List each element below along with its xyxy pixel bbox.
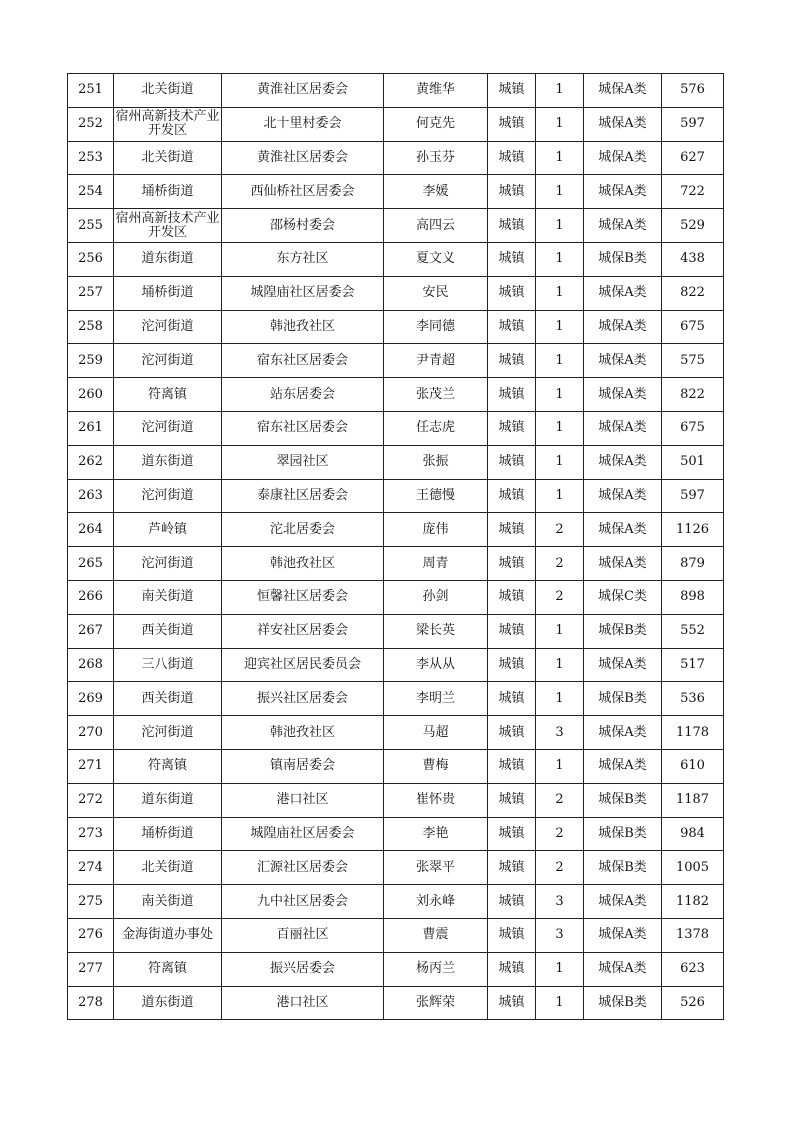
table-row	[68, 107, 724, 141]
subsidy-category-cell: 城保A类	[584, 547, 662, 581]
community-committee-cell: 韩池孜社区	[222, 547, 384, 581]
table-row	[68, 783, 724, 817]
community-committee-cell: 宿东社区居委会	[222, 344, 384, 378]
monthly-amount-cell: 597	[662, 107, 724, 141]
person-name-cell: 尹青超	[384, 344, 488, 378]
monthly-amount-cell: 1187	[662, 783, 724, 817]
household-count-cell: 2	[536, 580, 584, 614]
table-row	[68, 74, 724, 108]
monthly-amount-cell: 526	[662, 986, 724, 1020]
row-number-cell: 264	[68, 513, 114, 547]
row-number-cell: 275	[68, 885, 114, 919]
row-number-cell: 277	[68, 952, 114, 986]
monthly-amount-cell: 675	[662, 310, 724, 344]
residence-type-cell: 城镇	[488, 276, 536, 310]
subsidy-category-cell: 城保A类	[584, 141, 662, 175]
row-number-cell: 257	[68, 276, 114, 310]
table-row	[68, 851, 724, 885]
community-committee-cell: 北十里村委会	[222, 107, 384, 141]
community-committee-cell: 九中社区居委会	[222, 885, 384, 919]
monthly-amount-cell: 1005	[662, 851, 724, 885]
monthly-amount-cell: 879	[662, 547, 724, 581]
street-or-town-cell: 埇桥街道	[114, 817, 222, 851]
subsidy-category-cell: 城保B类	[584, 614, 662, 648]
street-or-town-cell: 沱河街道	[114, 479, 222, 513]
residence-type-cell: 城镇	[488, 783, 536, 817]
table-row	[68, 614, 724, 648]
subsidy-category-cell: 城保B类	[584, 242, 662, 276]
street-or-town-cell: 宿州高新技术产业开发区	[114, 209, 222, 243]
household-count-cell: 1	[536, 986, 584, 1020]
community-committee-cell: 沱北居委会	[222, 513, 384, 547]
monthly-amount-cell: 576	[662, 74, 724, 108]
subsidy-category-cell: 城保A类	[584, 749, 662, 783]
street-or-town-cell: 西关街道	[114, 614, 222, 648]
table-row	[68, 276, 724, 310]
table-row	[68, 378, 724, 412]
subsidy-category-cell: 城保A类	[584, 276, 662, 310]
person-name-cell: 张辉荣	[384, 986, 488, 1020]
row-number-cell: 270	[68, 716, 114, 750]
subsidy-category-cell: 城保A类	[584, 209, 662, 243]
residence-type-cell: 城镇	[488, 749, 536, 783]
row-number-cell: 265	[68, 547, 114, 581]
monthly-amount-cell: 575	[662, 344, 724, 378]
residence-type-cell: 城镇	[488, 107, 536, 141]
table-row	[68, 310, 724, 344]
street-or-town-cell: 北关街道	[114, 141, 222, 175]
person-name-cell: 孙剑	[384, 580, 488, 614]
residence-type-cell: 城镇	[488, 513, 536, 547]
household-count-cell: 1	[536, 682, 584, 716]
community-committee-cell: 韩池孜社区	[222, 310, 384, 344]
beneficiary-table	[67, 73, 724, 1020]
person-name-cell: 孙玉芬	[384, 141, 488, 175]
monthly-amount-cell: 627	[662, 141, 724, 175]
community-committee-cell: 振兴居委会	[222, 952, 384, 986]
household-count-cell: 2	[536, 817, 584, 851]
subsidy-category-cell: 城保C类	[584, 580, 662, 614]
monthly-amount-cell: 898	[662, 580, 724, 614]
household-count-cell: 1	[536, 411, 584, 445]
row-number-cell: 269	[68, 682, 114, 716]
community-committee-cell: 站东居委会	[222, 378, 384, 412]
residence-type-cell: 城镇	[488, 547, 536, 581]
residence-type-cell: 城镇	[488, 74, 536, 108]
household-count-cell: 2	[536, 851, 584, 885]
person-name-cell: 任志虎	[384, 411, 488, 445]
table-row	[68, 648, 724, 682]
community-committee-cell: 韩池孜社区	[222, 716, 384, 750]
monthly-amount-cell: 822	[662, 276, 724, 310]
residence-type-cell: 城镇	[488, 310, 536, 344]
street-or-town-cell: 道东街道	[114, 783, 222, 817]
monthly-amount-cell: 1126	[662, 513, 724, 547]
monthly-amount-cell: 552	[662, 614, 724, 648]
monthly-amount-cell: 438	[662, 242, 724, 276]
residence-type-cell: 城镇	[488, 851, 536, 885]
monthly-amount-cell: 610	[662, 749, 724, 783]
person-name-cell: 庞伟	[384, 513, 488, 547]
table-row	[68, 411, 724, 445]
row-number-cell: 276	[68, 918, 114, 952]
table-row	[68, 445, 724, 479]
subsidy-category-cell: 城保A类	[584, 344, 662, 378]
monthly-amount-cell: 597	[662, 479, 724, 513]
community-committee-cell: 城隍庙社区居委会	[222, 817, 384, 851]
person-name-cell: 夏文义	[384, 242, 488, 276]
person-name-cell: 曹震	[384, 918, 488, 952]
subsidy-category-cell: 城保A类	[584, 479, 662, 513]
residence-type-cell: 城镇	[488, 648, 536, 682]
street-or-town-cell: 道东街道	[114, 242, 222, 276]
row-number-cell: 261	[68, 411, 114, 445]
household-count-cell: 1	[536, 276, 584, 310]
residence-type-cell: 城镇	[488, 175, 536, 209]
table-row	[68, 682, 724, 716]
subsidy-category-cell: 城保A类	[584, 411, 662, 445]
street-or-town-cell: 符离镇	[114, 749, 222, 783]
community-committee-cell: 港口社区	[222, 783, 384, 817]
residence-type-cell: 城镇	[488, 918, 536, 952]
street-or-town-cell: 符离镇	[114, 952, 222, 986]
residence-type-cell: 城镇	[488, 682, 536, 716]
household-count-cell: 1	[536, 310, 584, 344]
monthly-amount-cell: 517	[662, 648, 724, 682]
household-count-cell: 2	[536, 513, 584, 547]
row-number-cell: 273	[68, 817, 114, 851]
subsidy-category-cell: 城保B类	[584, 851, 662, 885]
table-row	[68, 242, 724, 276]
subsidy-category-cell: 城保A类	[584, 918, 662, 952]
person-name-cell: 李从从	[384, 648, 488, 682]
community-committee-cell: 祥安社区居委会	[222, 614, 384, 648]
residence-type-cell: 城镇	[488, 817, 536, 851]
person-name-cell: 李艳	[384, 817, 488, 851]
row-number-cell: 267	[68, 614, 114, 648]
subsidy-category-cell: 城保A类	[584, 378, 662, 412]
street-or-town-cell: 西关街道	[114, 682, 222, 716]
community-committee-cell: 黄淮社区居委会	[222, 141, 384, 175]
street-or-town-cell: 南关街道	[114, 580, 222, 614]
person-name-cell: 曹梅	[384, 749, 488, 783]
household-count-cell: 3	[536, 716, 584, 750]
residence-type-cell: 城镇	[488, 580, 536, 614]
street-or-town-cell: 道东街道	[114, 445, 222, 479]
person-name-cell: 李同德	[384, 310, 488, 344]
street-or-town-cell: 沱河街道	[114, 411, 222, 445]
community-committee-cell: 汇源社区居委会	[222, 851, 384, 885]
person-name-cell: 刘永峰	[384, 885, 488, 919]
residence-type-cell: 城镇	[488, 716, 536, 750]
street-or-town-cell: 宿州高新技术产业开发区	[114, 107, 222, 141]
person-name-cell: 张茂兰	[384, 378, 488, 412]
table-row	[68, 885, 724, 919]
table-row	[68, 513, 724, 547]
monthly-amount-cell: 1378	[662, 918, 724, 952]
street-or-town-cell: 沱河街道	[114, 310, 222, 344]
person-name-cell: 何克先	[384, 107, 488, 141]
person-name-cell: 王德慢	[384, 479, 488, 513]
household-count-cell: 1	[536, 479, 584, 513]
community-committee-cell: 黄淮社区居委会	[222, 74, 384, 108]
table-row	[68, 209, 724, 243]
household-count-cell: 2	[536, 547, 584, 581]
household-count-cell: 1	[536, 175, 584, 209]
table-row	[68, 749, 724, 783]
household-count-cell: 1	[536, 378, 584, 412]
household-count-cell: 1	[536, 749, 584, 783]
community-committee-cell: 泰康社区居委会	[222, 479, 384, 513]
street-or-town-cell: 埇桥街道	[114, 276, 222, 310]
table-row	[68, 716, 724, 750]
table-row	[68, 952, 724, 986]
street-or-town-cell: 芦岭镇	[114, 513, 222, 547]
table-row	[68, 986, 724, 1020]
monthly-amount-cell: 529	[662, 209, 724, 243]
subsidy-category-cell: 城保A类	[584, 885, 662, 919]
street-or-town-cell: 三八街道	[114, 648, 222, 682]
household-count-cell: 1	[536, 614, 584, 648]
household-count-cell: 1	[536, 242, 584, 276]
monthly-amount-cell: 536	[662, 682, 724, 716]
community-committee-cell: 宿东社区居委会	[222, 411, 384, 445]
residence-type-cell: 城镇	[488, 141, 536, 175]
row-number-cell: 256	[68, 242, 114, 276]
row-number-cell: 274	[68, 851, 114, 885]
household-count-cell: 1	[536, 344, 584, 378]
street-or-town-cell: 沱河街道	[114, 716, 222, 750]
household-count-cell: 1	[536, 107, 584, 141]
monthly-amount-cell: 1178	[662, 716, 724, 750]
subsidy-category-cell: 城保A类	[584, 107, 662, 141]
household-count-cell: 1	[536, 952, 584, 986]
person-name-cell: 杨丙兰	[384, 952, 488, 986]
monthly-amount-cell: 984	[662, 817, 724, 851]
person-name-cell: 张翠平	[384, 851, 488, 885]
residence-type-cell: 城镇	[488, 378, 536, 412]
person-name-cell: 梁长英	[384, 614, 488, 648]
street-or-town-cell: 北关街道	[114, 74, 222, 108]
person-name-cell: 李明兰	[384, 682, 488, 716]
row-number-cell: 254	[68, 175, 114, 209]
community-committee-cell: 迎宾社区居民委员会	[222, 648, 384, 682]
street-or-town-cell: 北关街道	[114, 851, 222, 885]
street-or-town-cell: 南关街道	[114, 885, 222, 919]
person-name-cell: 黄维华	[384, 74, 488, 108]
residence-type-cell: 城镇	[488, 614, 536, 648]
subsidy-category-cell: 城保A类	[584, 513, 662, 547]
person-name-cell: 安民	[384, 276, 488, 310]
household-count-cell: 3	[536, 918, 584, 952]
subsidy-category-cell: 城保B类	[584, 783, 662, 817]
monthly-amount-cell: 675	[662, 411, 724, 445]
subsidy-category-cell: 城保A类	[584, 648, 662, 682]
row-number-cell: 255	[68, 209, 114, 243]
table-row	[68, 547, 724, 581]
table-row	[68, 817, 724, 851]
subsidy-category-cell: 城保B类	[584, 682, 662, 716]
street-or-town-cell: 埇桥街道	[114, 175, 222, 209]
household-count-cell: 1	[536, 74, 584, 108]
household-count-cell: 3	[536, 885, 584, 919]
row-number-cell: 272	[68, 783, 114, 817]
row-number-cell: 258	[68, 310, 114, 344]
row-number-cell: 263	[68, 479, 114, 513]
table-row	[68, 918, 724, 952]
table-row	[68, 344, 724, 378]
monthly-amount-cell: 1182	[662, 885, 724, 919]
residence-type-cell: 城镇	[488, 411, 536, 445]
residence-type-cell: 城镇	[488, 479, 536, 513]
row-number-cell: 266	[68, 580, 114, 614]
residence-type-cell: 城镇	[488, 445, 536, 479]
monthly-amount-cell: 623	[662, 952, 724, 986]
community-committee-cell: 东方社区	[222, 242, 384, 276]
residence-type-cell: 城镇	[488, 952, 536, 986]
household-count-cell: 1	[536, 648, 584, 682]
street-or-town-cell: 沱河街道	[114, 547, 222, 581]
table-body	[68, 74, 724, 1020]
community-committee-cell: 翠园社区	[222, 445, 384, 479]
row-number-cell: 268	[68, 648, 114, 682]
person-name-cell: 周青	[384, 547, 488, 581]
community-committee-cell: 西仙桥社区居委会	[222, 175, 384, 209]
subsidy-category-cell: 城保A类	[584, 175, 662, 209]
street-or-town-cell: 金海街道办事处	[114, 918, 222, 952]
community-committee-cell: 镇南居委会	[222, 749, 384, 783]
person-name-cell: 马超	[384, 716, 488, 750]
row-number-cell: 278	[68, 986, 114, 1020]
row-number-cell: 262	[68, 445, 114, 479]
table-row	[68, 580, 724, 614]
table-row	[68, 175, 724, 209]
row-number-cell: 251	[68, 74, 114, 108]
community-committee-cell: 城隍庙社区居委会	[222, 276, 384, 310]
residence-type-cell: 城镇	[488, 209, 536, 243]
row-number-cell: 271	[68, 749, 114, 783]
community-committee-cell: 振兴社区居委会	[222, 682, 384, 716]
row-number-cell: 260	[68, 378, 114, 412]
residence-type-cell: 城镇	[488, 242, 536, 276]
subsidy-category-cell: 城保A类	[584, 952, 662, 986]
row-number-cell: 252	[68, 107, 114, 141]
subsidy-category-cell: 城保A类	[584, 310, 662, 344]
community-committee-cell: 百丽社区	[222, 918, 384, 952]
row-number-cell: 253	[68, 141, 114, 175]
community-committee-cell: 恒馨社区居委会	[222, 580, 384, 614]
row-number-cell: 259	[68, 344, 114, 378]
household-count-cell: 1	[536, 209, 584, 243]
table-row	[68, 479, 724, 513]
subsidy-category-cell: 城保B类	[584, 817, 662, 851]
community-committee-cell: 邵杨村委会	[222, 209, 384, 243]
person-name-cell: 张振	[384, 445, 488, 479]
community-committee-cell: 港口社区	[222, 986, 384, 1020]
person-name-cell: 李媛	[384, 175, 488, 209]
subsidy-category-cell: 城保B类	[584, 986, 662, 1020]
residence-type-cell: 城镇	[488, 986, 536, 1020]
monthly-amount-cell: 822	[662, 378, 724, 412]
subsidy-category-cell: 城保A类	[584, 445, 662, 479]
street-or-town-cell: 沱河街道	[114, 344, 222, 378]
household-count-cell: 1	[536, 141, 584, 175]
street-or-town-cell: 符离镇	[114, 378, 222, 412]
street-or-town-cell: 道东街道	[114, 986, 222, 1020]
table-row	[68, 141, 724, 175]
monthly-amount-cell: 722	[662, 175, 724, 209]
person-name-cell: 崔怀贵	[384, 783, 488, 817]
household-count-cell: 2	[536, 783, 584, 817]
residence-type-cell: 城镇	[488, 344, 536, 378]
monthly-amount-cell: 501	[662, 445, 724, 479]
subsidy-category-cell: 城保A类	[584, 74, 662, 108]
subsidy-category-cell: 城保A类	[584, 716, 662, 750]
person-name-cell: 高四云	[384, 209, 488, 243]
residence-type-cell: 城镇	[488, 885, 536, 919]
household-count-cell: 1	[536, 445, 584, 479]
